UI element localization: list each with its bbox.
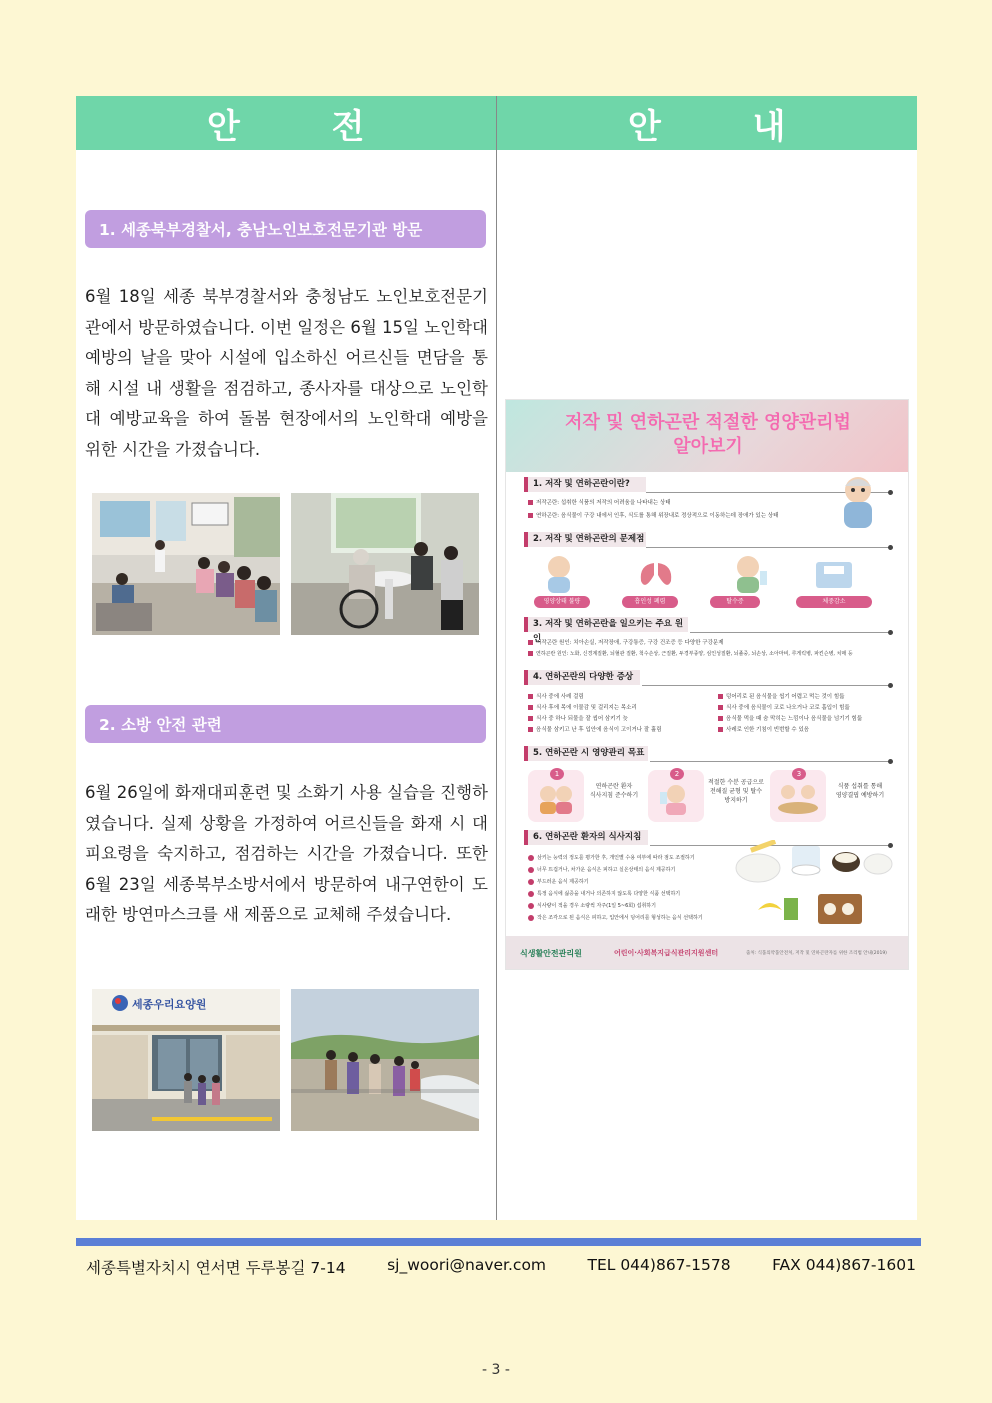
section2-body: 6월 26일에 화재대피훈련 및 소화기 사용 실습을 진행하였습니다. 실제 상황을 가정하여 어르신들을 화재 시 대피요령을 숙지하고, 점검하는 시간을 가졌습니다. 또한 6월 23일 세종북부소방서에서 방문하여 내구연한이 도래한 방연마스크를 새 제품으로 교체해 주셨습니다. [85, 783, 488, 924]
poster-footer [506, 936, 909, 970]
poster-goal-number: 2 [670, 768, 684, 780]
header-left-title: 안 전 [76, 96, 497, 150]
footer-divider [76, 1238, 921, 1246]
footer-address: 세종특별자치시 연서면 두루봉길 7-14 [86, 1259, 346, 1277]
section2-title: 2. 소방 안전 관련 [85, 705, 486, 743]
poster-s3-item: 연하곤란 원인: 노화, 신경계질환, 뇌혈관 질환, 척수손상, 근질환, 두경부종양, 심인성질환, 뇌졸중, 뇌손상, 소아마비, 루게릭병, 파킨슨병, 치매 등 [528, 650, 853, 657]
photo-sign-text: 세종우리요양원 [132, 998, 207, 1011]
elderly-man-icon [836, 472, 880, 530]
column-divider [496, 96, 497, 1220]
poster-footer-org2: 어린이·사회복지급식관리지원센터 [614, 949, 719, 957]
poster-s2-label: 탈수증 [710, 596, 760, 608]
photo-interview [291, 493, 479, 635]
footer-email[interactable]: sj_woori@naver.com [387, 1256, 547, 1274]
page-number: - 3 - [482, 1362, 510, 1378]
poster-s6-item: 특정 음식에 싫증을 내거나 의존하지 않도록 다양한 식품 선택하기 [528, 890, 680, 897]
poster-s4-title: 4. 연하곤란의 다양한 증상 [524, 670, 640, 685]
poster-goal-text: 적절한 수분 공급으로 전해질 균형 및 탈수 방지하기 [708, 779, 764, 804]
header-right-title: 안 내 [627, 106, 826, 147]
poster-s5-rule [650, 761, 890, 762]
poster-goal-text: 식품 섭취를 통해 영양결핍 예방하기 [835, 783, 885, 799]
poster-s6-item: 작은 조각으로 된 음식은 피하고, 입안에서 덩어리를 형성하는 음식 선택하기 [528, 914, 703, 921]
food-illustrations-icon [734, 840, 894, 930]
couple-eating-icon [776, 782, 820, 816]
poster-s4-rule [642, 685, 890, 686]
poster-s4-right-item: 음식물 먹을 때 숨 막히는 느낌이나 음식물을 넘기기 힘듦 [718, 714, 862, 722]
poster-s3-item: 저작곤란 원인: 치아손실, 저작장애, 구강통증, 구강 건조증 등 다양한 구강문제 [528, 638, 724, 646]
poster-s2-label: 체중감소 [796, 596, 872, 608]
poster-s4-left-item: 식사 중에 사레 걸림 [528, 692, 584, 700]
poster-s2-label: 흡인성 폐렴 [622, 596, 678, 608]
poster-s1-title: 1. 저작 및 연하곤란이란? [524, 477, 646, 492]
footer-contact [86, 1256, 916, 1278]
footer-fax: FAX 044)867-1601 [772, 1256, 916, 1274]
poster-s4-right-item: 식사 중에 음식물이 코로 나오거나 코로 흡입이 힘듦 [718, 703, 850, 711]
poster-goal-text: 연하곤란 환자 식사지침 준수하기 [589, 783, 639, 799]
poster-goal-number: 1 [550, 768, 564, 780]
section1-body: 6월 18일 세종 북부경찰서와 충청남도 노인보호전문기관에서 방문하였습니다. 이번 일정은 6월 15일 노인학대예방의 날을 맞아 시설에 입소하신 어르신들 면담을 통해 시설 내 생활을 점검하고, 종사자를 대상으로 노인학대 예방교육을 하여 돌봄 현장에서의 노인학대 예방을 위한 시간을 가졌습니다. [85, 287, 488, 459]
poster-s4-left-item: 음식물 삼키고 난 후 입안에 음식이 고이거나 잘 흘림 [528, 725, 662, 733]
elderly-couple-icon [536, 782, 576, 816]
poster-s1-item: 연하곤란: 음식물이 구강 내에서 인후, 식도를 통해 위장내로 정상적으로 이동하는데 장애가 있는 상태 [528, 511, 778, 519]
poster-s3-title: 3. 저작 및 연하곤란을 일으키는 주요 원인 [524, 617, 688, 632]
section1-title: 1. 세종북부경찰서, 충남노인보호전문기관 방문 [85, 210, 486, 248]
photo-meeting-room [92, 493, 280, 635]
poster-title-line2: 알아보기 [673, 436, 743, 457]
poster-s5-title: 5. 연하곤란 시 영양관리 목표 [524, 746, 648, 761]
newsletter-sheet [76, 96, 917, 1220]
poster-s6-item: 너무 뜨겁거나, 차가운 음식은 피하고 실온상태의 음식 제공하기 [528, 866, 675, 873]
poster-s6-title: 6. 연하곤란 환자의 식사지침 [524, 830, 648, 845]
poster-s3-rule [690, 632, 890, 633]
poster-s4-left-item: 식사 중 하나 되물을 잘 씹어 삼키기 늦 [528, 714, 628, 722]
poster-goal-number: 3 [792, 768, 806, 780]
poster-s4-left-item: 식사 후에 목에 이물감 및 걸리지는 목소리 [528, 703, 637, 711]
poster-s4-right-item: 사레로 인한 기침이 빈번할 수 있음 [718, 725, 809, 733]
poster-s6-item: 식사량이 적을 경우 소량씩 자주(1일 5~6회) 섭취하기 [528, 902, 656, 909]
poster-s1-item: 저작곤란: 섭취한 식품의 저작의 어려움을 나타내는 상태 [528, 498, 671, 506]
poster-s2-rule [646, 547, 890, 548]
poster-s2-label: 영양상태 불량 [534, 596, 590, 608]
poster-s4-right-item: 덩어리로 된 음식물을 씹기 어렵고 먹는 것이 힘듦 [718, 692, 845, 700]
lungs-icon [639, 555, 673, 591]
photo-building-entrance [92, 989, 280, 1131]
footer-tel: TEL 044)867-1578 [587, 1256, 731, 1274]
poster-s6-item: 부드러운 음식 제공하기 [528, 878, 588, 885]
scale-icon [814, 558, 854, 590]
poster-s2-title: 2. 저작 및 연하곤란의 문제점 [524, 532, 646, 547]
poster-s6-item: 삼키는 능력의 정도를 평가한 후, 개인별 수용 여부에 따라 점도 조절하기 [528, 854, 695, 861]
nutrition-poster [505, 399, 909, 970]
poster-footer-source: 출처: 식품의약품안전처, 저작 및 연하곤란자를 위한 조리법 안내(2019) [746, 951, 887, 956]
dehydration-icon [732, 553, 768, 593]
person-weak-icon [542, 553, 576, 593]
drinking-water-icon [656, 782, 696, 816]
poster-title-line1: 저작 및 연하곤란 적절한 영양관리법 [565, 412, 851, 433]
poster-footer-org1: 식생활안전관리원 [520, 949, 582, 958]
photo-fire-drill [291, 989, 479, 1131]
